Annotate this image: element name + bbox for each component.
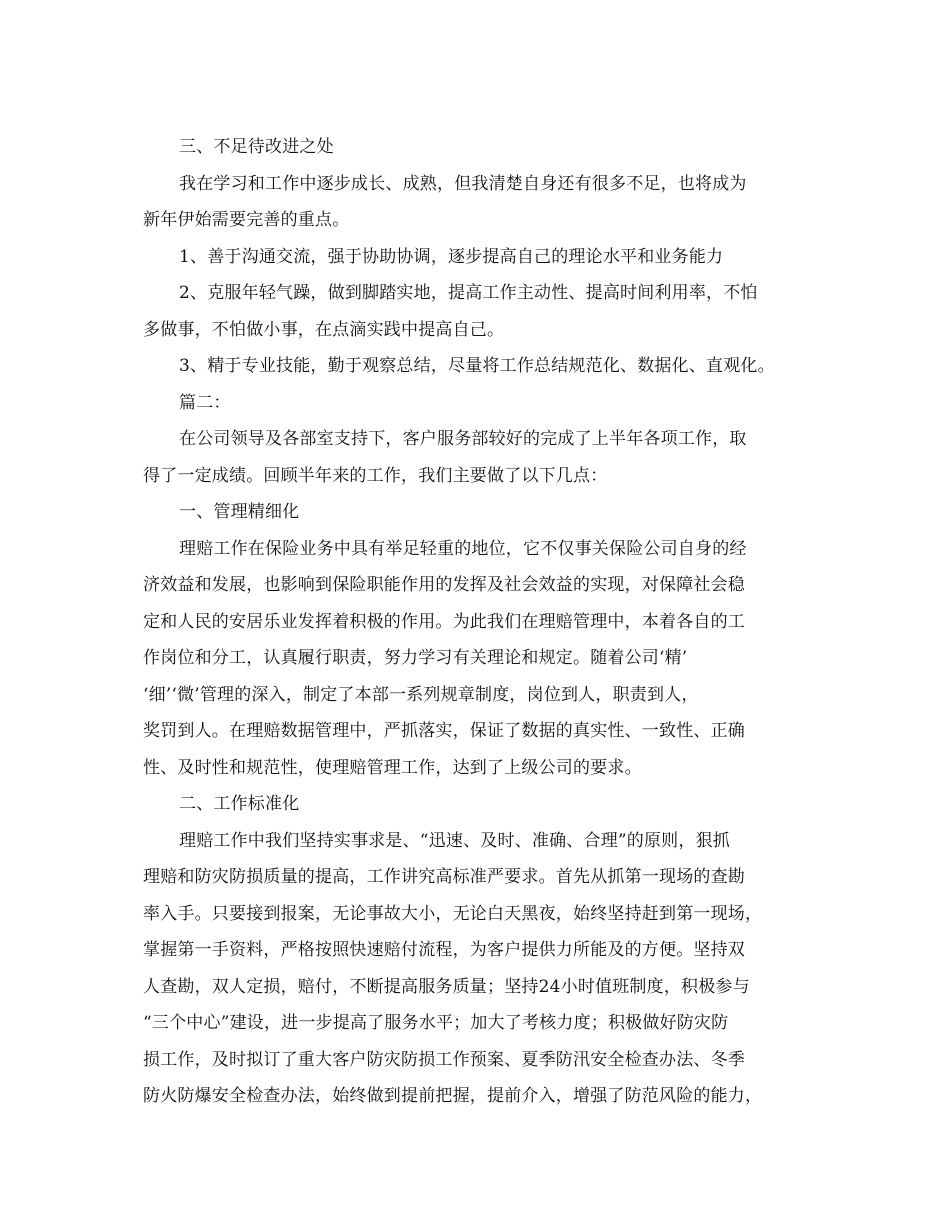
list-item: 1、善于沟通交流，强于协助协调，逐步提高自己的理论水平和业务能力 [179,246,724,267]
paragraph-line: 在公司领导及各部室支持下，客户服务部较好的完成了上半年各项工作，取 [179,429,747,449]
paragraph-line: 作岗位和分工，认真履行职责，努力学习有关理论和规定。随着公司‘精’ [143,648,688,668]
paragraph-line: 理赔工作在保险业务中具有举足轻重的地位，它不仅事关保险公司自身的经 [179,538,747,559]
section-heading: 三、不足待改进之处 [179,137,334,157]
paragraph-line: 率入手。只要接到报案，无论事故大小，无论白天黑夜，始终坚持赶到第一现场， [143,903,763,924]
list-item-continuation: 多做事，不怕做小事，在点滴实践中提高自己。 [143,319,505,340]
paragraph-line: 得了一定成绩。回顾半年来的工作，我们主要做了以下几点： [143,465,608,486]
paragraph-line: 防火防爆安全检查办法，始终做到提前把握，提前介入，增强了防范风险的能力， [143,1086,763,1106]
paragraph-line: ‘细’‘微’管理的深入，制定了本部一系列规章制度，岗位到人，职责到人， [143,684,699,705]
paragraph-line: 理赔工作中我们坚持实事求是、“迅速、及时、准确、合理”的原则，狠抓 [179,830,730,851]
section-heading: 二、工作标准化 [179,794,300,814]
list-item: 3、精于专业技能，勤于观察总结，尽量将工作总结规范化、数据化、直观化。 [179,356,775,376]
paragraph-line: 我在学习和工作中逐步成长、成熟，但我清楚自身还有很多不足，也将成为 [179,173,747,194]
paragraph-line: 性、及时性和规范性，使理赔管理工作，达到了上级公司的要求。 [143,757,642,778]
paragraph-line: “三个中心”建设，进一步提高了服务水平；加大了考核力度；积极做好防灾防 [143,1013,729,1033]
document-body [143,129,811,1115]
paragraph-line: 奖罚到人。在理赔数据管理中，严抓落实，保证了数据的真实性、一致性、正确 [143,721,745,741]
paragraph-line: 新年伊始需要完善的重点。 [143,210,350,230]
paragraph-line: 理赔和防灾防损质量的提高，工作讲究高标准严要求。首先从抓第一现场的查勘 [143,867,745,887]
paragraph-line: 济效益和发展，也影响到保险职能作用的发挥及社会效益的实现，对保障社会稳 [143,575,745,595]
paragraph-line: 人查勘，双人定损，赔付，不断提高服务质量；坚持24小时值班制度，积极参与 [143,976,750,997]
paragraph-line: 掌握第一手资料，严格按照快速赔付流程，为客户提供力所能及的方便。坚持双 [143,940,745,960]
section-heading: 一、管理精细化 [179,502,300,522]
paragraph-line: 损工作，及时拟订了重大客户防灾防损工作预案、夏季防汛安全检查办法、冬季 [143,1049,745,1070]
part-heading: 篇二： [179,392,231,413]
list-item: 2、克服年轻气躁，做到脚踏实地，提高工作主动性、提高时间利用率，不怕 [179,283,758,303]
paragraph-line: 定和人民的安居乐业发挥着积极的作用。为此我们在理赔管理中，本着各自的工 [143,611,745,632]
